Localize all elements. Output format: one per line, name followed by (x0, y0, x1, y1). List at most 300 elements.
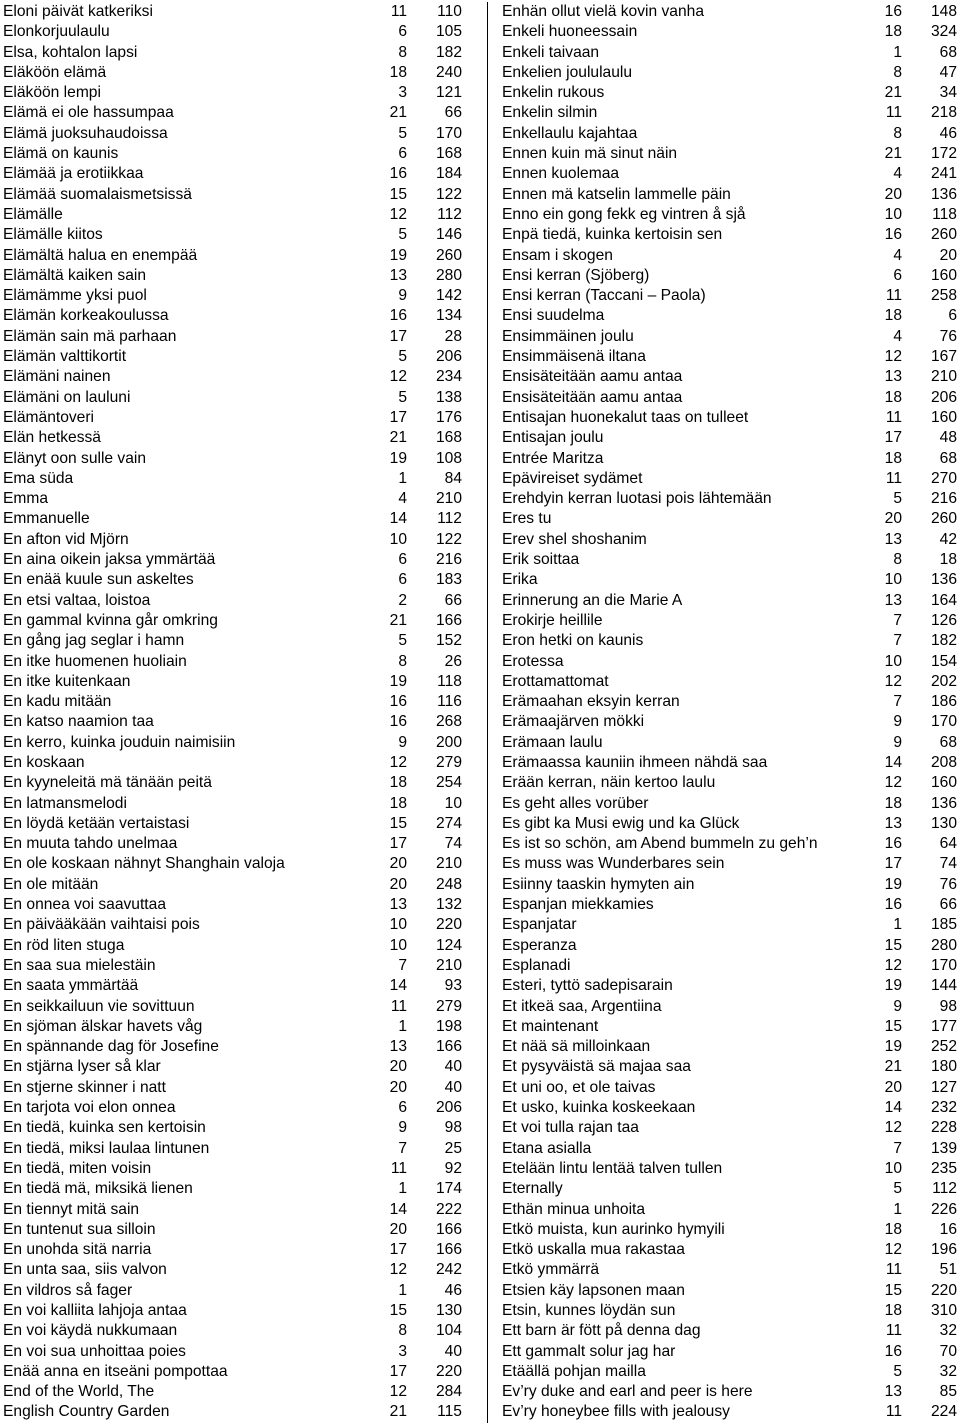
index-row (502, 530, 957, 550)
volume-number: 13 (884, 530, 902, 548)
volume-number: 10 (389, 916, 407, 934)
song-title: En tiedä, kuinka sen kertoisin (3, 1119, 206, 1137)
page-number: 166 (435, 1038, 462, 1056)
volume-number: 18 (884, 794, 902, 812)
index-row (502, 124, 957, 144)
song-title: Esperanza (502, 936, 577, 954)
song-title: Elämämme yksi puol (3, 287, 147, 305)
song-title: En itke kuitenkaan (3, 672, 131, 690)
volume-number: 7 (893, 632, 902, 650)
page-number: 28 (444, 327, 462, 345)
page-number: 248 (435, 875, 462, 893)
volume-number: 12 (884, 1241, 902, 1259)
volume-number: 16 (884, 835, 902, 853)
song-title: Ema süda (3, 469, 74, 487)
index-row (502, 489, 957, 509)
index-row (502, 225, 957, 245)
volume-number: 13 (884, 1383, 902, 1401)
song-title: Elämäni nainen (3, 368, 111, 386)
page-number: 66 (444, 591, 462, 609)
volume-number: 19 (884, 1038, 902, 1056)
index-row (502, 611, 957, 631)
volume-number: 16 (884, 896, 902, 914)
volume-number: 8 (893, 551, 902, 569)
song-title: Erev shel shoshanim (502, 530, 647, 548)
page-number: 240 (435, 63, 462, 81)
song-title: Elämä on kaunis (3, 145, 119, 163)
volume-number: 12 (389, 1261, 407, 1279)
page-number: 136 (930, 571, 957, 589)
index-row (502, 1342, 957, 1362)
song-title: Etkö ymmärrä (502, 1261, 600, 1279)
page-number: 260 (930, 226, 957, 244)
index-row (3, 611, 462, 631)
page-number: 196 (930, 1241, 957, 1259)
volume-number: 20 (884, 510, 902, 528)
page-number: 252 (930, 1038, 957, 1056)
index-row (3, 1301, 462, 1321)
page-number: 220 (435, 916, 462, 934)
song-title: Entisajan joulu (502, 429, 604, 447)
song-title: Erämaahan eksyin kerran (502, 693, 680, 711)
volume-number: 12 (389, 205, 407, 223)
index-row (3, 936, 462, 956)
song-title: Entisajan huonekalut taas on tulleet (502, 408, 749, 426)
index-row (3, 1382, 462, 1402)
song-title: Etelään lintu lentää talven tullen (502, 1159, 723, 1177)
volume-number: 15 (389, 1302, 407, 1319)
volume-number: 18 (884, 1220, 902, 1238)
song-title: En sjöman älskar havets våg (3, 1017, 203, 1035)
page-number: 260 (435, 246, 462, 264)
song-title: Eres tu (502, 510, 552, 528)
song-title: Esiinny taaskin hymyten ain (502, 875, 695, 893)
index-row (3, 428, 462, 448)
index-row (3, 1342, 462, 1362)
index-row (3, 509, 462, 529)
song-title: En spännande dag för Josefine (3, 1038, 219, 1056)
song-title: En kyyneleitä mä tänään peitä (3, 774, 212, 792)
page-number: 51 (939, 1261, 957, 1279)
index-row (502, 469, 957, 489)
page-number: 170 (930, 713, 957, 731)
volume-number: 12 (884, 956, 902, 974)
page-number: 105 (435, 23, 462, 41)
song-title: En saata ymmärtää (3, 977, 139, 995)
volume-number: 12 (389, 368, 407, 386)
page-number: 174 (435, 1180, 462, 1198)
song-title: En gammal kvinna går omkring (3, 611, 218, 629)
volume-number: 10 (389, 530, 407, 548)
page-number: 154 (930, 652, 957, 670)
volume-number: 18 (884, 388, 902, 406)
volume-number: 5 (893, 1362, 902, 1380)
index-row (502, 733, 957, 753)
volume-number: 14 (884, 753, 902, 771)
page-number: 138 (435, 388, 462, 406)
song-title: Erika (502, 571, 538, 589)
index-row (3, 1281, 462, 1301)
song-title: En tiedä mä, miksikä lienen (3, 1180, 193, 1198)
index-row (3, 915, 462, 935)
song-title: Elämältä halua en enempää (3, 246, 198, 264)
page-number: 47 (939, 63, 957, 81)
song-title: Etäällä pohjan mailla (502, 1362, 646, 1380)
song-title: Erotessa (502, 652, 564, 670)
index-row (502, 875, 957, 895)
volume-number: 15 (884, 1281, 902, 1299)
index-row (3, 306, 462, 326)
page-number: 146 (435, 226, 462, 244)
page-number: 122 (435, 530, 462, 548)
song-title: En unohda sitä narria (3, 1241, 152, 1259)
page-number: 108 (435, 449, 462, 467)
page-number: 122 (435, 185, 462, 203)
page-number: 26 (444, 652, 462, 670)
index-row (502, 976, 957, 996)
volume-number: 1 (893, 1200, 902, 1218)
volume-number: 12 (884, 672, 902, 690)
volume-number: 9 (398, 287, 407, 305)
volume-number: 16 (389, 165, 407, 183)
page-number: 25 (444, 1139, 462, 1157)
page-number: 232 (930, 1099, 957, 1117)
song-title: Etkö muista, kun aurinko hymyili (502, 1220, 725, 1238)
song-title: Enkellaulu kajahtaa (502, 124, 638, 142)
song-title: Eläköön elämä (3, 63, 107, 81)
volume-number: 4 (893, 246, 902, 264)
volume-number: 8 (398, 43, 407, 61)
column-divider (487, 2, 488, 1423)
volume-number: 13 (884, 368, 902, 386)
index-row (502, 692, 957, 712)
index-row (502, 1159, 957, 1179)
volume-number: 13 (389, 1038, 407, 1056)
song-title: En tiennyt mitä sain (3, 1200, 140, 1218)
song-title: En voi käydä nukkumaan (3, 1322, 178, 1340)
page-number: 182 (435, 43, 462, 61)
index-row (3, 1017, 462, 1037)
volume-number: 21 (389, 104, 407, 122)
song-title: Elämän valttikortit (3, 348, 127, 366)
volume-number: 11 (885, 1403, 902, 1421)
index-row (3, 1098, 462, 1118)
page-number: 180 (930, 1058, 957, 1076)
volume-number: 13 (884, 591, 902, 609)
song-title: Es muss was Wunderbares sein (502, 855, 725, 873)
index-row (502, 652, 957, 672)
song-title: Emmanuelle (3, 510, 90, 528)
volume-number: 11 (390, 1159, 407, 1177)
index-row (502, 1382, 957, 1402)
page-number: 210 (435, 855, 462, 873)
index-row (502, 428, 957, 448)
volume-number: 15 (389, 185, 407, 203)
page-number: 242 (435, 1261, 462, 1279)
volume-number: 20 (389, 1058, 407, 1076)
page-number: 183 (435, 571, 462, 589)
page-number: 324 (930, 23, 957, 41)
volume-number: 14 (389, 510, 407, 528)
index-row (3, 43, 462, 63)
index-row (502, 1118, 957, 1138)
index-row (502, 22, 957, 42)
index-row (502, 1240, 957, 1260)
index-row (3, 895, 462, 915)
page-number: 10 (444, 794, 462, 812)
volume-number: 16 (884, 3, 902, 20)
page-number: 32 (939, 1322, 957, 1340)
index-row (3, 408, 462, 428)
page-number: 76 (939, 875, 957, 893)
song-title: Et usko, kuinka koskeekaan (502, 1099, 696, 1117)
index-row (502, 1017, 957, 1037)
page-number: 166 (435, 611, 462, 629)
index-row (502, 347, 957, 367)
index-row (3, 550, 462, 570)
page-number: 220 (930, 1281, 957, 1299)
page-number: 218 (930, 104, 957, 122)
volume-number: 20 (389, 1220, 407, 1238)
volume-number: 13 (389, 266, 407, 284)
song-title: Elänyt oon sulle vain (3, 449, 147, 467)
index-row (502, 103, 957, 123)
volume-number: 6 (398, 1099, 407, 1117)
song-title: Esplanadi (502, 956, 571, 974)
song-title: En muuta tahdo unelmaa (3, 835, 178, 853)
volume-number: 18 (884, 449, 902, 467)
index-row (502, 286, 957, 306)
index-row (502, 814, 957, 834)
volume-number: 9 (893, 733, 902, 751)
song-title: Espanjan miekkamies (502, 896, 654, 914)
song-title: Etana asialla (502, 1139, 592, 1157)
volume-number: 13 (389, 896, 407, 914)
song-title: Ennen kuin mä sinut näin (502, 145, 678, 163)
page-number: 40 (444, 1058, 462, 1076)
index-row (3, 814, 462, 834)
page-number: 268 (435, 713, 462, 731)
page-number: 126 (930, 611, 957, 629)
page-number: 200 (435, 733, 462, 751)
page-number: 280 (435, 266, 462, 284)
page-number: 130 (930, 814, 957, 832)
song-title: English Country Garden (3, 1403, 170, 1421)
volume-number: 7 (893, 693, 902, 711)
index-row (502, 43, 957, 63)
index-row (3, 1402, 462, 1422)
volume-number: 20 (884, 185, 902, 203)
page-number: 110 (437, 3, 462, 20)
page-number: 16 (939, 1220, 957, 1238)
song-title: Espanjatar (502, 916, 577, 934)
song-title: En stjerne skinner i natt (3, 1078, 166, 1096)
index-row (502, 854, 957, 874)
volume-number: 17 (389, 408, 407, 426)
page-number: 185 (930, 916, 957, 934)
index-row (502, 185, 957, 205)
song-title: En röd liten stuga (3, 936, 125, 954)
index-row (502, 591, 957, 611)
page-number: 279 (435, 753, 462, 771)
song-title: Es geht alles vorüber (502, 794, 649, 812)
index-row (502, 1301, 957, 1321)
song-title: En aina oikein jaksa ymmärtää (3, 551, 216, 569)
song-title: Ensam i skogen (502, 246, 613, 264)
song-title: En tarjota voi elon onnea (3, 1099, 176, 1117)
index-row (3, 652, 462, 672)
index-row (3, 144, 462, 164)
page-number: 198 (435, 1017, 462, 1035)
song-title: Et pysyväistä sä majaa saa (502, 1058, 691, 1076)
page-number: 42 (939, 530, 957, 548)
index-row (502, 1078, 957, 1098)
song-title: Erämaan laulu (502, 733, 603, 751)
volume-number: 5 (398, 388, 407, 406)
volume-number: 1 (398, 1017, 407, 1035)
volume-number: 4 (893, 165, 902, 183)
page-number: 210 (435, 956, 462, 974)
volume-number: 19 (884, 875, 902, 893)
index-row (3, 753, 462, 773)
index-row (502, 1260, 957, 1280)
volume-number: 6 (398, 23, 407, 41)
page-number: 202 (930, 672, 957, 690)
index-row (502, 936, 957, 956)
index-row (502, 1057, 957, 1077)
song-title: En stjärna lyser så klar (3, 1058, 161, 1076)
volume-number: 15 (389, 814, 407, 832)
index-row (3, 530, 462, 550)
page-number: 176 (435, 408, 462, 426)
song-title: En päivääkään vaihtaisi pois (3, 916, 200, 934)
song-title: Enkelin rukous (502, 84, 605, 102)
page-number: 68 (939, 733, 957, 751)
index-row (502, 895, 957, 915)
index-row (3, 672, 462, 692)
song-title: Erämaassa kauniin ihmeen nähdä saa (502, 753, 768, 771)
index-row (502, 997, 957, 1017)
volume-number: 18 (389, 63, 407, 81)
index-row (502, 712, 957, 732)
index-row (3, 1179, 462, 1199)
index-row (3, 976, 462, 996)
song-title: Elämälle kiitos (3, 226, 103, 244)
volume-number: 16 (389, 307, 407, 325)
index-row (3, 773, 462, 793)
volume-number: 12 (884, 774, 902, 792)
index-row (502, 205, 957, 225)
volume-number: 17 (884, 855, 902, 873)
volume-number: 12 (884, 1119, 902, 1137)
index-row (3, 1037, 462, 1057)
index-row (3, 327, 462, 347)
volume-number: 1 (398, 469, 407, 487)
song-title: En seikkailuun vie sovittuun (3, 997, 195, 1015)
song-title: Et nää sä milloinkaan (502, 1038, 651, 1056)
index-row (3, 164, 462, 184)
song-title: En kadu mitään (3, 693, 112, 711)
song-title: Et maintenant (502, 1017, 599, 1035)
volume-number: 17 (884, 429, 902, 447)
page-number: 104 (435, 1322, 462, 1340)
volume-number: 14 (884, 1099, 902, 1117)
song-title: Elämää suomalaismetsissä (3, 185, 192, 203)
index-row (3, 692, 462, 712)
page-number: 208 (930, 753, 957, 771)
song-title: Elämältä kaiken sain (3, 266, 147, 284)
index-row (502, 1037, 957, 1057)
song-title: Emma (3, 490, 49, 508)
song-title: En tiedä, miten voisin (3, 1159, 152, 1177)
page-number: 18 (939, 551, 957, 569)
page-number: 68 (939, 43, 957, 61)
volume-number: 11 (390, 3, 407, 20)
index-row (3, 854, 462, 874)
index-row (502, 1220, 957, 1240)
page-number: 130 (435, 1302, 462, 1319)
volume-number: 17 (389, 835, 407, 853)
index-row (502, 550, 957, 570)
volume-number: 1 (893, 916, 902, 934)
page-number: 170 (930, 956, 957, 974)
volume-number: 18 (884, 307, 902, 325)
page-number: 216 (435, 551, 462, 569)
song-title: En voi kalliita lahjoja antaa (3, 1302, 187, 1319)
volume-number: 2 (398, 591, 407, 609)
page-number: 152 (435, 632, 462, 650)
volume-number: 17 (389, 1362, 407, 1380)
page-number: 118 (932, 205, 957, 223)
page-number: 70 (939, 1342, 957, 1360)
song-title: Eläköön lempi (3, 84, 101, 102)
song-title: Erehdyin kerran luotasi pois lähtemään (502, 490, 772, 508)
page-number: 84 (444, 469, 462, 487)
index-column-left (3, 2, 462, 1423)
page-number: 121 (435, 84, 462, 102)
page-number: 76 (939, 327, 957, 345)
song-title: Ett barn är fött på denna dag (502, 1322, 701, 1340)
index-row (3, 1260, 462, 1280)
index-row (502, 306, 957, 326)
index-row (502, 1402, 957, 1422)
page-number: 6 (948, 307, 957, 325)
volume-number: 14 (389, 977, 407, 995)
page-number: 235 (930, 1159, 957, 1177)
index-row (3, 124, 462, 144)
song-title: Ensi suudelma (502, 307, 605, 325)
page-number: 206 (435, 348, 462, 366)
index-row (3, 875, 462, 895)
song-title: Enkeli huoneessain (502, 23, 638, 41)
page-number: 228 (930, 1119, 957, 1137)
song-title: Ennen mä katselin lammelle päin (502, 185, 731, 203)
song-title: Elämä ei ole hassumpaa (3, 104, 174, 122)
song-title: En tuntenut sua silloin (3, 1220, 156, 1238)
volume-number: 20 (389, 855, 407, 873)
index-row (3, 956, 462, 976)
page-number: 139 (930, 1139, 957, 1157)
page-number: 226 (930, 1200, 957, 1218)
page-number: 284 (435, 1383, 462, 1401)
page-number: 92 (444, 1159, 462, 1177)
index-row (502, 1139, 957, 1159)
song-title: En ole mitään (3, 875, 99, 893)
volume-number: 9 (398, 1119, 407, 1137)
song-title: Ev’ry duke and earl and peer is here (502, 1383, 753, 1401)
volume-number: 18 (884, 1302, 902, 1319)
volume-number: 11 (885, 104, 902, 122)
